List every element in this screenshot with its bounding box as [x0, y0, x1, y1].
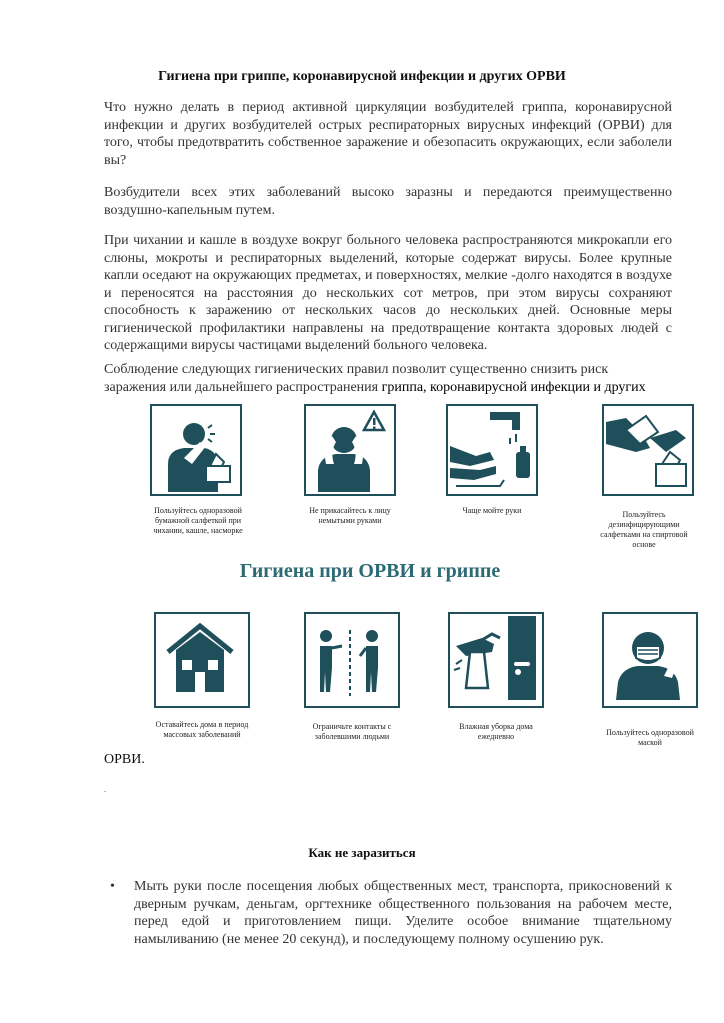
face-mask-icon [602, 612, 698, 708]
tissue-sneeze-icon [150, 404, 242, 496]
section-title: Как не заразиться [308, 845, 416, 860]
caption-wash-hands: Чаще мойте руки [462, 506, 522, 515]
cleaning-spray-icon [448, 612, 544, 708]
caption-tissue: Пользуйтесь одноразовой бумажной салфеткой при чихании, кашле, насморке [153, 506, 243, 535]
list-item-text: Мыть руки после посещения любых общественных мест, транспорта, прикосновений к дверным ручкам, деньгам, оргтехнике общественного пользования на рабочем месте, перед едой и приготовлением пищи. Уделите особое внимание тщательному намыливанию (не менее 20 секунд), и последующему полному осушению рук. [134, 879, 672, 947]
stray-dot: . [104, 784, 107, 794]
hygiene-infographic [150, 400, 694, 765]
bullet-symbol: • [110, 879, 115, 894]
paragraph-intro: Что нужно делать в период активной циркуляции возбудителей гриппа, коронавирусной инфекции и других возбудителей острых респираторных вирусных инфекций (ОРВИ) для того, чтобы предотвратить собственное заражение и обезопасить окружающих, если заболели вы? [104, 100, 672, 168]
disinfectant-wipes-icon [602, 404, 694, 496]
page-title: Гигиена при гриппе, коронавирусной инфекции и других ОРВИ [158, 69, 566, 84]
paragraph-droplets: При чихании и кашле в воздухе вокруг больного человека распространяются микрокапли его слюны, мокроты и респираторных выделений, которые содержат вирусы. Более крупные капли оседают на окружающих предметах, и поверхностях, мелкие -долго находятся в воздухе и переносятся на расстояния до нескольких сот метров, при этом вирусы сохраняют способность к заражению от нескольких часов до нескольких дней. Основные меры гигиенической профилактики направлены на предотвращение контакта здоровых людей с содержащими вирусы частицами выделений больного человека. [104, 233, 672, 353]
caption-mask: Пользуйтесь одноразовой маской [606, 728, 694, 747]
infographic-title: Гигиена при ОРВИ и гриппе [239, 560, 501, 582]
caption-no-touch-face: Не прикасайтесь к лицу немытыми руками [309, 506, 391, 525]
rules-intro-dark-text: гриппа, коронавирусной инфекции и других [381, 379, 646, 395]
no-touch-face-icon [304, 404, 396, 496]
house-icon [154, 612, 250, 708]
caption-wipes: Пользуйтесь дезинфицирующими салфетками на спиртовой основе [600, 510, 688, 549]
paragraph-transmission: Возбудители всех этих заболеваний высоко заразны и передаются преимущественно воздушно-капельным путем. [104, 185, 672, 218]
social-distance-icon [304, 612, 400, 708]
list-item [110, 878, 672, 948]
paragraph-rules-intro [104, 361, 672, 396]
rules-intro-text: Соблюдение следующих гигиенических правил позволит существенно снизить риск заражения или дальнейшего распространения [104, 362, 609, 395]
hand-washing-icon [446, 404, 538, 496]
caption-cleaning: Влажная уборка дома ежедневно [459, 722, 533, 741]
rules-intro-tail: ОРВИ. [104, 752, 145, 767]
bullet-list [110, 878, 672, 948]
caption-limit-contacts: Ограничьте контакты с заболевшими людьми [312, 722, 392, 741]
caption-stay-home: Оставайтесь дома в период массовых заболеваний [155, 720, 249, 739]
